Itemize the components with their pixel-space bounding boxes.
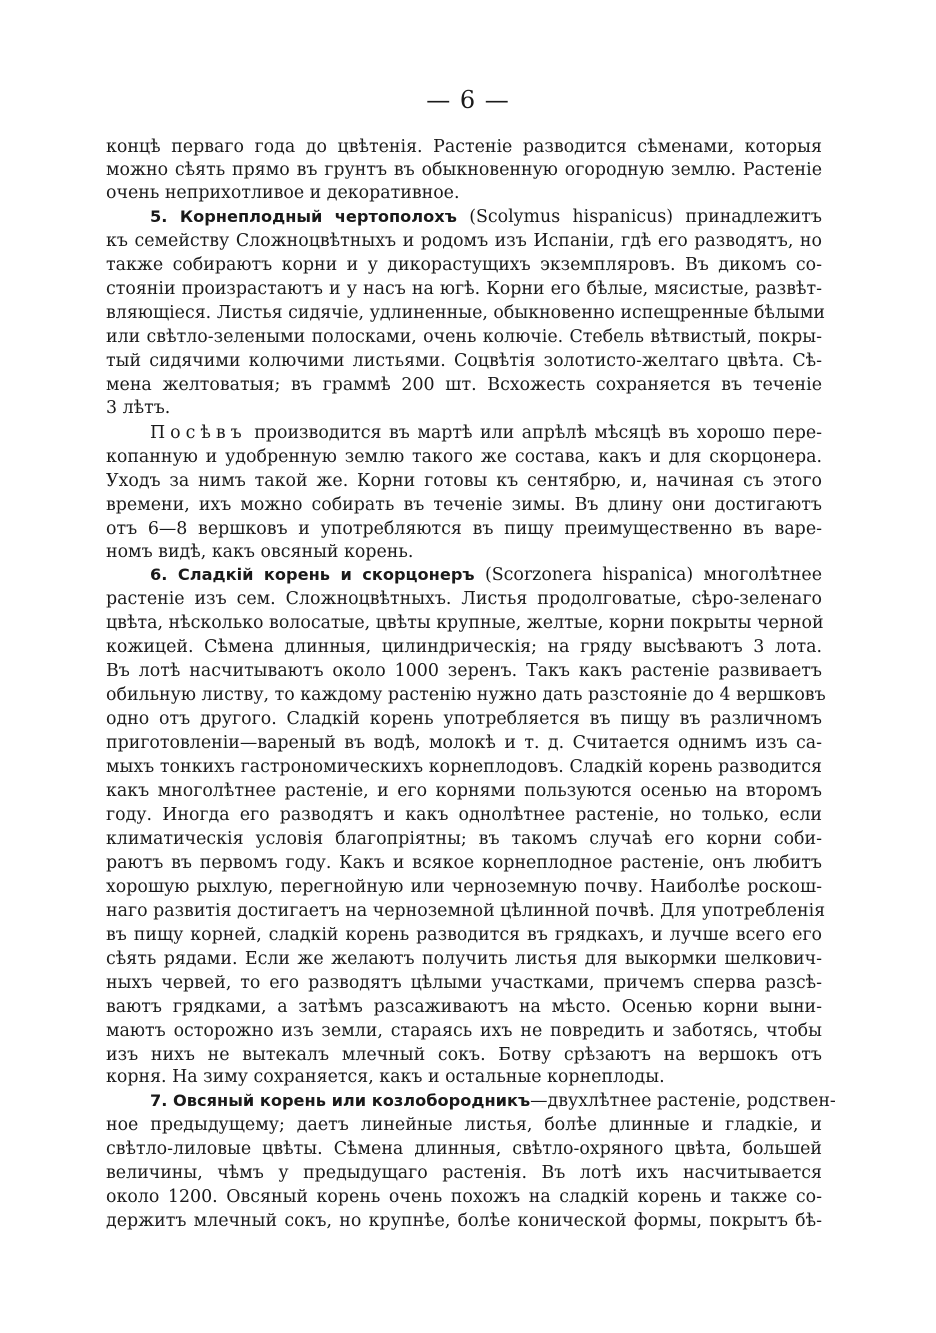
line-text: Уходъ за нимъ такой же. Корни готовы къ сентябрю, и, начиная съ этого (106, 471, 822, 491)
line-text: свѣтло-лиловые цвѣты. Сѣмена длинныя, свѣтло-охряного цвѣта, большей (106, 1139, 822, 1159)
text-line (106, 1138, 822, 1160)
text-line (106, 159, 822, 181)
text-line (106, 494, 822, 516)
line-text: къ семейству Сложноцвѣтныхъ и родомъ изъ Испаніи, гдѣ его разводятъ, но (106, 231, 822, 251)
text-line (106, 1162, 822, 1184)
text-line (106, 182, 822, 204)
text-line (106, 612, 822, 634)
line-text: (Scorzonera hispanica) многолѣтнее (474, 565, 822, 585)
line-text: Въ лотѣ насчитываютъ около 1000 зеренъ. Такъ какъ растеніе развиваетъ (106, 661, 822, 681)
section-heading-6: 6. Сладкій корень и скорцонеръ (150, 565, 475, 584)
line-text: тый сидячими колючими листьями. Соцвѣтія золотисто-желтаго цвѣта. Сѣ- (106, 351, 822, 371)
text-line (106, 1020, 822, 1042)
text-line (106, 541, 822, 563)
text-line (106, 996, 822, 1018)
line-text: какъ многолѣтнее растеніе, и его корнями пользуются осенью на второмъ (106, 781, 822, 801)
line-text: обильную листву, то каждому растенію нужно дать разстояніе до 4 вершковъ (106, 685, 826, 705)
text-line (106, 518, 822, 540)
text-line (106, 588, 822, 610)
line-text: наго развитія достигаетъ на черноземной цѣлинной почвѣ. Для употребленія (106, 901, 826, 921)
text-line (106, 136, 822, 158)
line-text: производится въ мартѣ или апрѣлѣ мѣсяцѣ въ хорошо пере- (246, 423, 822, 443)
text-line (106, 924, 822, 946)
section-heading-5: 5. Корнеплодный чертополохъ (150, 207, 457, 226)
line-text: изъ нихъ не вытекалъ млечный сокъ. Ботву срѣзаютъ на вершокъ отъ (106, 1045, 822, 1065)
spaced-term: Посѣвъ (150, 423, 247, 443)
line-text: одно отъ другого. Сладкій корень употребляется въ пищу въ различномъ (106, 709, 822, 729)
line-text: также собираютъ корни и у дикорастущихъ экземпляровъ. Въ дикомъ со- (106, 255, 822, 275)
line-text: величины, чѣмъ у предыдущаго растенія. Въ лотѣ ихъ насчитывается (106, 1163, 822, 1183)
line-text: (Scolymus hispanicus) принадлежитъ (456, 207, 822, 227)
line-text: вляющіеся. Листья сидячіе, удлиненные, обыкновенно испещренные бѣлыми (106, 303, 826, 323)
line-text: маютъ осторожно изъ земли, стараясь ихъ не повредить и заботясь, чтобы (106, 1021, 822, 1041)
line-text: очень неприхотливое и декоративное. (106, 183, 460, 203)
text-line (106, 876, 822, 898)
line-text: кожицей. Сѣмена длинныя, цилиндрическія; на гряду высѣваютъ 3 лота. (106, 637, 822, 657)
line-text: растеніе изъ сем. Сложноцвѣтныхъ. Листья продолговатые, сѣро-зеленаго (106, 589, 822, 609)
text-line (106, 660, 822, 682)
text-line (106, 350, 822, 372)
line-text: времени, ихъ можно собирать въ теченіе зимы. Въ длину они достигаютъ (106, 495, 822, 515)
line-text: сѣять рядами. Если же желаютъ получить листья для выкормки шелкович- (106, 949, 822, 969)
text-line (106, 948, 822, 970)
text-line (106, 900, 826, 922)
line-text: или свѣтло-зелеными полосками, очень колючіе. Стебель вѣтвистый, покры- (106, 327, 822, 347)
text-line (106, 756, 822, 778)
line-text: держитъ млечный сокъ, но крупнѣе, болѣе конической формы, покрытъ бѣ- (106, 1211, 822, 1231)
text-line (106, 636, 822, 658)
text-line (106, 470, 822, 492)
line-text: ныхъ червей, то его разводятъ цѣлыми участками, причемъ сперва разсѣ- (106, 973, 822, 993)
text-line (106, 254, 822, 276)
line-text: стояніи произрастаютъ и у насъ на югѣ. Корни его бѣлые, мясистые, развѣт- (106, 279, 822, 299)
text-line (106, 374, 822, 396)
line-text: климатическія условія благопріятны; въ такомъ случаѣ его корни соби- (106, 829, 822, 849)
text-line (106, 732, 822, 754)
line-text: мена желтоватыя; въ граммѣ 200 шт. Всхожесть сохраняется въ теченіе (106, 375, 822, 395)
line-text: —двухлѣтнее растеніе, родствен- (530, 1091, 836, 1111)
line-text: концѣ перваго года до цвѣтенія. Растеніе разводится сѣменами, которыя (106, 137, 822, 157)
text-line (106, 828, 822, 850)
text-line (106, 278, 822, 300)
line-text: отъ 6—8 вершковъ и употребляются въ пищу преимущественно въ варе- (106, 519, 822, 539)
line-text: цвѣта, нѣсколько волосатые, цвѣты крупные, желтые, корни покрыты черной (106, 613, 824, 633)
line-text: въ пищу корней, сладкій корень разводится въ грядкахъ, и лучше всего его (106, 925, 822, 945)
text-line (106, 1066, 822, 1088)
text-line (106, 780, 822, 802)
line-text: ваютъ грядками, а затѣмъ разсаживаютъ на мѣсто. Осенью корни выни- (106, 997, 822, 1017)
text-line (106, 230, 822, 252)
text-line (106, 326, 822, 348)
line-text: раютъ въ первомъ году. Какъ и всякое корнеплодное растеніе, онъ любитъ (106, 853, 822, 873)
text-line (106, 446, 822, 468)
line-text: приготовленіи—вареный въ водѣ, молокѣ и т. д. Считается однимъ изъ са- (106, 733, 822, 753)
line-text: корня. На зиму сохраняется, какъ и остальные корнеплоды. (106, 1067, 665, 1087)
line-text: мыхъ тонкихъ гастрономическихъ корнеплодовъ. Сладкій корень разводится (106, 757, 822, 777)
text-line (106, 1114, 822, 1136)
text-line (106, 1186, 822, 1208)
line-text: номъ видѣ, какъ овсяный корень. (106, 542, 414, 562)
line-text: копанную и удобренную землю такого же состава, какъ и для скорцонера. (106, 447, 822, 467)
line-text: ное предыдущему; даетъ линейные листья, болѣе длинные и гладкіе, и (106, 1115, 822, 1135)
line-text: году. Иногда его разводятъ и какъ однолѣтнее растеніе, но только, если (106, 805, 822, 825)
text-line (150, 422, 822, 444)
line-text: можно сѣять прямо въ грунтъ въ обыкновенную огородную землю. Растеніе (106, 160, 822, 180)
line-text: около 1200. Овсяный корень очень похожъ на сладкій корень и также со- (106, 1187, 822, 1207)
page-number: — 6 — (426, 86, 510, 114)
text-line (106, 302, 826, 324)
text-line (106, 852, 822, 874)
section-heading-line (150, 564, 822, 586)
text-line (106, 804, 822, 826)
text-line (106, 1210, 822, 1232)
section-heading-line (150, 206, 822, 228)
text-line (106, 1044, 822, 1066)
line-text: хорошую рыхлую, перегнойную или черноземную почву. Наиболѣе роскош- (106, 877, 822, 897)
line-text: 3 лѣтъ. (106, 398, 171, 418)
text-line (106, 708, 822, 730)
section-heading-7: 7. Овсяный корень или козлобородникъ (150, 1091, 531, 1110)
text-line (106, 684, 826, 706)
text-line (106, 397, 822, 419)
section-heading-line (150, 1090, 836, 1112)
text-line (106, 972, 822, 994)
